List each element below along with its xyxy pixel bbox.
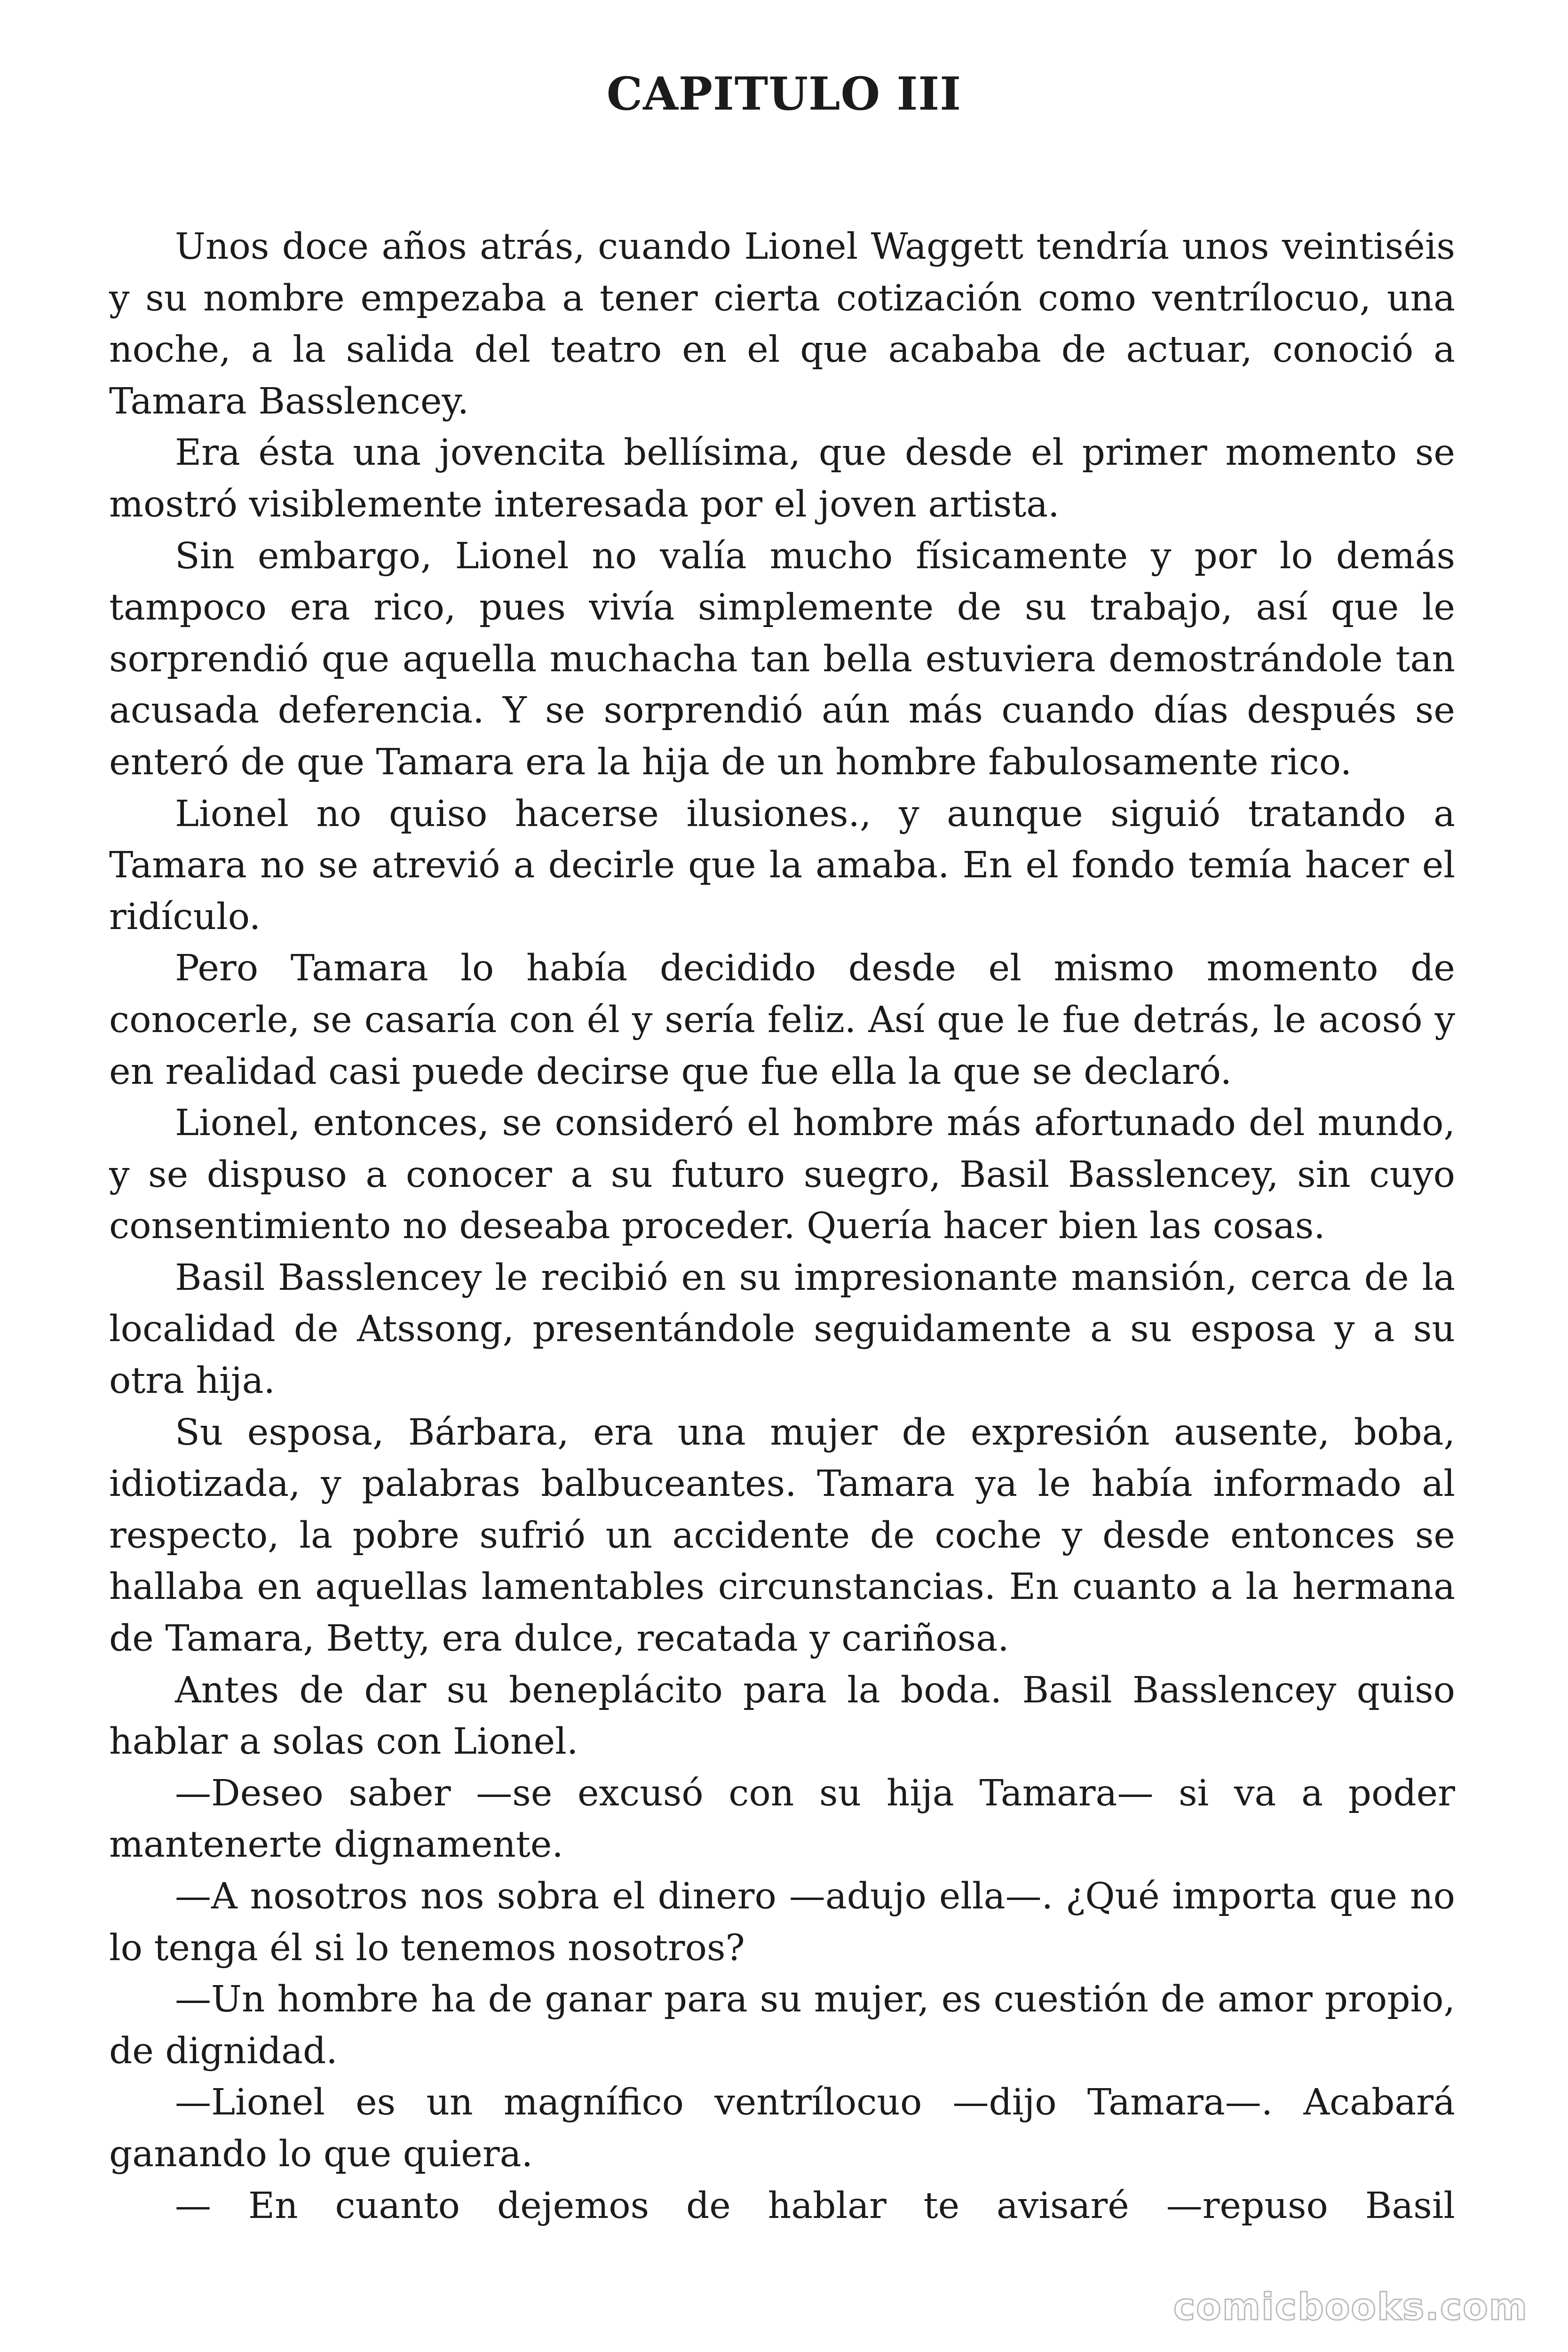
paragraph-1: Unos doce años atrás, cuando Lionel Waggett tendría unos veintiséis y su nombre empezaba a tener cierta cotización como ventrílocuo, una noche, a la salida del teatro en el que acababa de actuar, conoció a Tamara Basslencey. xyxy=(109,226,1455,422)
paragraph-12: —Un hombre ha de ganar para su mujer, es cuestión de amor propio, de dignidad. xyxy=(109,1979,1455,2072)
paragraph-4: Lionel no quiso hacerse ilusiones., y aunque siguió tratando a Tamara no se atrevió a decirle que la amaba. En el fondo temía hacer el ridículo. xyxy=(109,793,1455,938)
watermark-logo: comicbooks.com xyxy=(1173,2286,1528,2328)
paragraph-8: Su esposa, Bárbara, era una mujer de expresión ausente, boba, idiotizada, y palabras balbuceantes. Tamara ya le había informado al respecto, la pobre sufrió un accidente de coche y desde entonces se hallaba en aquellas lamentables circunstancias. En cuanto a la hermana de Tamara, Betty, era dulce, recatada y cariñosa. xyxy=(109,1411,1455,1660)
paragraph-13: —Lionel es un magnífico ventrílocuo —dijo Tamara—. Acabará ganando lo que quiera. xyxy=(109,2082,1455,2175)
paragraph-6: Lionel, entonces, se consideró el hombre más afortunado del mundo, y se dispuso a conocer a su futuro suegro, Basil Basslencey, sin cuyo consentimiento no deseaba proceder. Quería hacer bien las cosas. xyxy=(109,1102,1455,1248)
paragraph-7: Basil Basslencey le recibió en su impresionante mansión, cerca de la localidad de Atssong, presentándole seguidamente a su esposa y a su otra hija. xyxy=(109,1256,1455,1402)
paragraph-9: Antes de dar su beneplácito para la boda. Basil Basslencey quiso hablar a solas con Lionel. xyxy=(109,1669,1455,1763)
paragraph-5: Pero Tamara lo había decidido desde el mismo momento de conocerle, se casaría con él y sería feliz. Así que le fue detrás, le acosó y en realidad casi puede decirse que fue ella la que se declaró. xyxy=(109,947,1455,1093)
paragraph-14: — En cuanto dejemos de hablar te avisaré —repuso Basil xyxy=(175,2185,1455,2227)
chapter-title: CAPITULO III xyxy=(606,67,962,120)
paragraph-10: —Deseo saber —se excusó con su hija Tamara— si va a poder mantenerte dignamente. xyxy=(109,1772,1455,1866)
paragraph-2: Era ésta una jovencita bellísima, que desde el primer momento se mostró visiblemente interesada por el joven artista. xyxy=(109,432,1455,525)
paragraph-11: —A nosotros nos sobra el dinero —adujo ella—. ¿Qué importa que no lo tenga él si lo tenemos nosotros? xyxy=(109,1875,1455,1969)
paragraph-3: Sin embargo, Lionel no valía mucho físicamente y por lo demás tampoco era rico, pues vivía simplemente de su trabajo, así que le sorprendió que aquella muchacha tan bella estuviera demostrándole tan acusada deferencia. Y se sorprendió aún más cuando días después se enteró de que Tamara era la hija de un hombre fabulosamente rico. xyxy=(109,535,1455,783)
chapter-body xyxy=(109,221,1455,2232)
